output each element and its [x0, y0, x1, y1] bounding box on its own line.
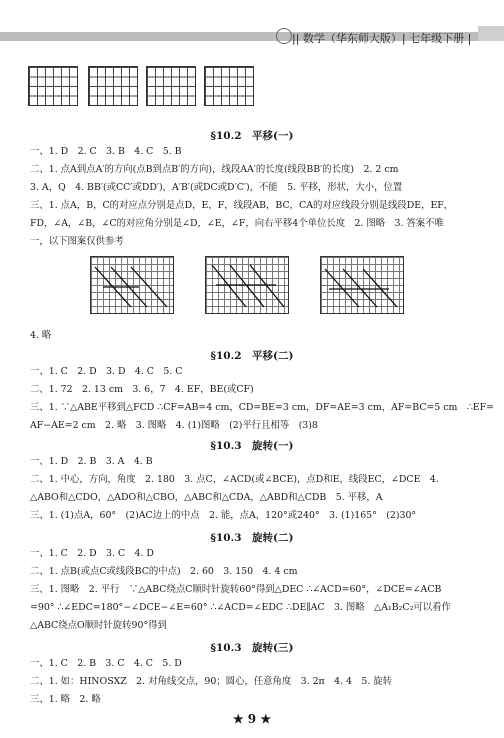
header-title: || 数学（华东师大版）| 七年级下册 |: [292, 32, 472, 45]
grid-pattern: [88, 66, 138, 106]
answer-line: △ABO和△CDO，△ADO和△CBO，△ABC和△CDA，△ABD和△CDB 5. 平移，A: [30, 492, 383, 503]
answer-line: 三、1. ∵△ABE平移到△FCD ∴CF=AB=4 cm，CD=BE=3 cm，DF=AE=3 cm，AF=BC=5 cm ∴EF=: [30, 402, 494, 413]
answer-line: 二、1. 如：HINOSXZ 2. 对角线交点，90；圆心，任意角度 3. 2π 4. 4 5. 旋转: [30, 676, 393, 687]
answer-line: =90° ∴∠EDC=180°−∠DCE−∠E=60° ∴∠ACD=∠EDC ∴DE∥AC 3. 图略 △A₁B₂C₂可以看作: [30, 602, 451, 613]
translation-figure: [90, 256, 174, 314]
answer-line: 一、1. C 2. D 3. C 4. D: [30, 548, 154, 559]
header-tab: [478, 26, 504, 41]
section-title: §10.2 平移(一): [210, 130, 294, 142]
grid-pattern: [28, 66, 78, 106]
answer-line: 3. A，Q 4. BB′(或CC′或DD′)，A′B′(或DC或D′C′)，不能 5. 平移，形状，大小，位置: [30, 182, 403, 193]
answer-line: 一，以下图案仅供参考: [30, 236, 124, 247]
grid-pattern: [146, 66, 196, 106]
answer-line: 三、1. 略 2. 略: [30, 694, 101, 705]
translation-figure: [205, 256, 289, 314]
grid-pattern: [204, 66, 254, 106]
section-title: §10.3 旋转(二): [210, 532, 294, 544]
answer-line: 4. 略: [30, 330, 52, 341]
page-header: [0, 0, 504, 45]
page-number: ★ 9 ★: [232, 712, 272, 726]
answer-line: FD，∠A，∠B，∠C的对应角分别是∠D，∠E，∠F，向右平移4个单位长度 2. 图略 3. 答案不唯: [30, 218, 444, 229]
answer-line: 二、1. 点A到点A′的方向(点B到点B′的方向)，线段AA′的长度(线段BB′的长度) 2. 2 cm: [30, 164, 399, 175]
section-title: §10.3 旋转(三): [210, 642, 294, 654]
section-title: §10.3 旋转(一): [210, 440, 294, 452]
answer-line: 三、1. 图略 2. 平行 ∵△ABC绕点C顺时针旋转60°得到△DEC ∴∠ACD=60°，∠DCE=∠ACB: [30, 584, 442, 595]
answer-line: AF−AE=2 cm 2. 略 3. 图略 4. (1)图略 (2)平行且相等 (3)8: [30, 420, 318, 431]
translation-figure: [320, 256, 404, 314]
answer-line: 一、1. C 2. D 3. D 4. C 5. C: [30, 366, 183, 377]
section-title: §10.2 平移(二): [210, 350, 294, 362]
answer-line: 二、1. 中心，方向，角度 2. 180 3. 点C，∠ACD(或∠BCE)，点D和E，线段EC，∠DCE 4.: [30, 474, 439, 485]
answer-line: 三、1. (1)点A，60° (2)AC边上的中点 2. 能，点A，120°或240° 3. (1)165° (2)30°: [30, 510, 417, 521]
answer-line: 一、1. C 2. B 3. C 4. C 5. D: [30, 658, 182, 669]
answer-line: 三、1. 点A，B，C的对应点分别是点D，E，F，线段AB，BC，CA的对应线段分别是线段DE，EF，: [30, 200, 454, 211]
logo-icon: [276, 28, 292, 44]
answer-line: 一、1. D 2. C 3. B 4. C 5. B: [30, 146, 182, 157]
answer-line: 一、1. D 2. B 3. A 4. B: [30, 456, 153, 467]
answer-line: 二、1. 点B(或点C或线段BC的中点) 2. 60 3. 150 4. 4 cm: [30, 566, 298, 577]
answer-line: △ABC绕点O顺时针旋转90°得到: [30, 620, 167, 631]
answer-line: 二、1. 72 2. 13 cm 3. 6，7 4. EF，BE(或CF): [30, 384, 254, 395]
